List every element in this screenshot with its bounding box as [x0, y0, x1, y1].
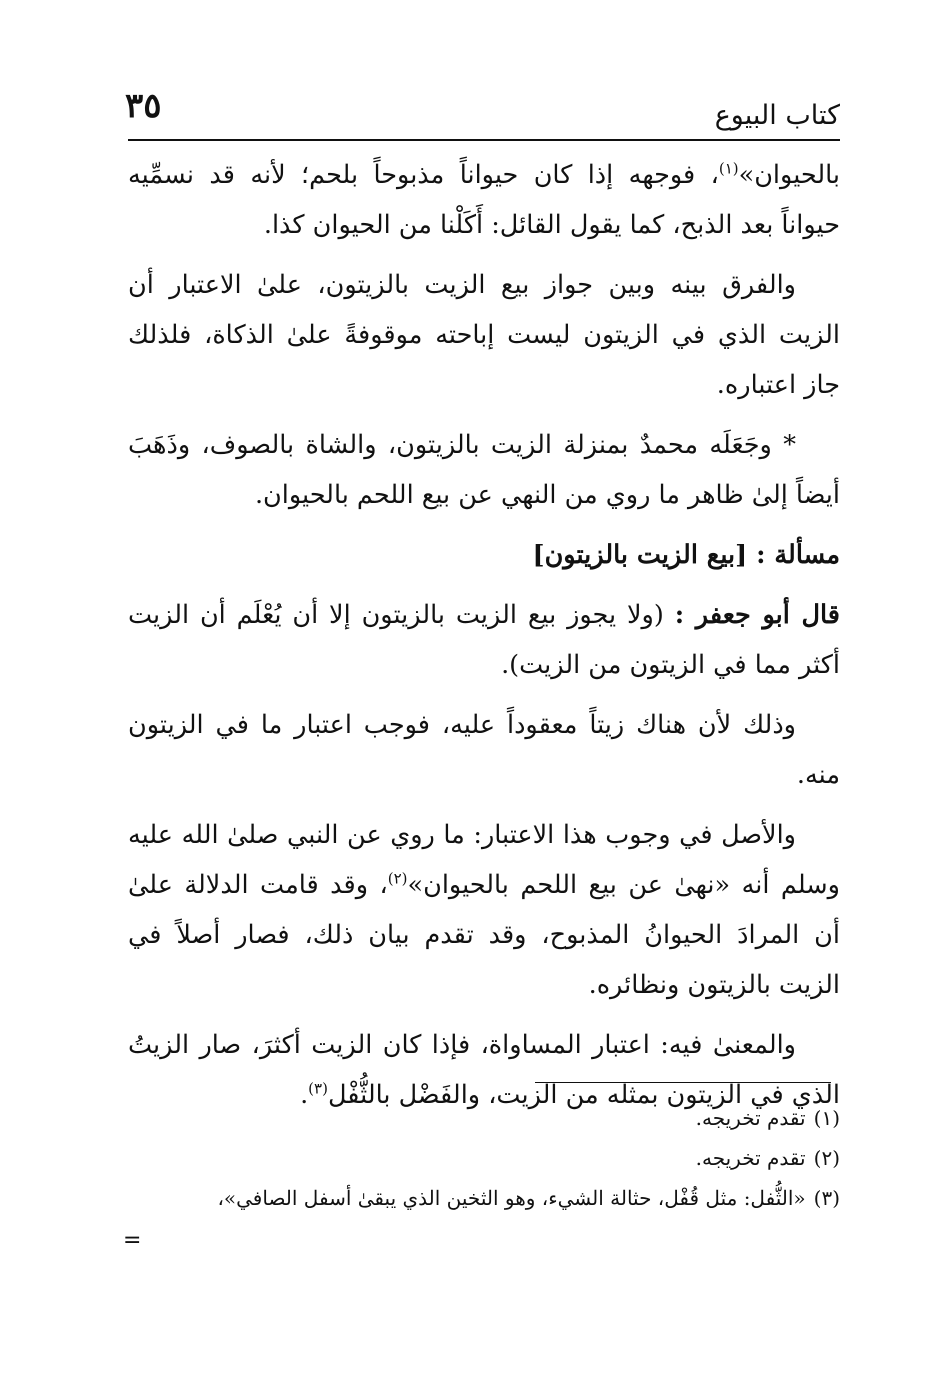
- footnote-text: تقدم تخريجه.: [695, 1106, 806, 1130]
- main-text: [128, 150, 840, 1130]
- section-heading: مسألة : [بيع الزيت بالزيتون]: [532, 540, 840, 570]
- footnote-text: تقدم تخريجه.: [695, 1146, 806, 1170]
- footnote-ref-1: (١): [718, 159, 739, 178]
- footnote-number: (٢): [813, 1146, 840, 1170]
- paragraph-8-start: والمعنىٰ فيه: اعتبار المساواة، فإذا كان الزيت أكثرَ، صار الزيتُ الذي في الزيتون بمثله من الزيت، والفَضْل بالثُّفْل: [128, 1030, 840, 1110]
- paragraph-5: [128, 590, 840, 690]
- paragraph-1-rest: ، فوجهه إذا كان حيواناً مذبوحاً بلحم؛ لأنه قد نسمِّيه حيواناً بعد الذبح، كما يقول القائل: أَكَلْنا من الحيوان كذا.: [128, 160, 840, 240]
- paragraph-5-text: (ولا يجوز بيع الزيت بالزيتون إلا أن يُعْلَم أن الزيت أكثر مما في الزيتون من الزيت).: [128, 600, 840, 680]
- footnote-1: [120, 1098, 840, 1138]
- paragraph-7: [128, 810, 840, 1010]
- footnotes: [120, 1098, 840, 1218]
- running-title: كتاب البيوع: [714, 100, 840, 131]
- continuation-mark: =: [123, 1228, 142, 1253]
- footnote-2: [120, 1138, 840, 1178]
- paragraph-7-rest: ، وقد قامت الدلالة علىٰ أن المرادَ الحيوانُ المذبوح، وقد تقدم بيان ذلك، فصار أصلاً في الزيت بالزيتون ونظائره.: [128, 870, 840, 1000]
- footnote-ref-3: (٣): [308, 1079, 328, 1098]
- paragraph-7-start: والأصل في وجوب هذا الاعتبار: ما روي عن النبي صلىٰ الله عليه وسلم أنه «نهىٰ عن بيع اللحم بالحيوان»: [128, 820, 840, 900]
- paragraph-1-start: بالحيوان»: [738, 160, 840, 190]
- footnote-3: [120, 1178, 840, 1218]
- page-number: ٣٥: [125, 86, 162, 126]
- header-rule: [128, 139, 840, 141]
- footnote-ref-2: (٢): [387, 869, 408, 888]
- footnote-number: (١): [813, 1106, 840, 1130]
- footnote-number: (٣): [813, 1186, 840, 1210]
- speaker-label: قال أبو جعفر :: [674, 600, 840, 630]
- footnote-rule: [535, 1082, 831, 1083]
- paragraph-8-end: .: [300, 1080, 309, 1110]
- paragraph-2: والفرق بينه وبين جواز بيع الزيت بالزيتون، علىٰ الاعتبار أن الزيت الذي في الزيتون ليست إباحته موقوفةً علىٰ الذكاة، فلذلك جاز اعتباره.: [128, 270, 840, 400]
- paragraph-6: وذلك لأن هناك زيتاً معقوداً عليه، فوجب اعتبار ما في الزيتون منه.: [128, 710, 840, 790]
- footnote-text: «الثُّفل: مثل قُفْل، حثالة الشيء، وهو الثخين الذي يبقىٰ أسفل الصافي»،: [217, 1186, 806, 1210]
- paragraph-1: [128, 150, 840, 250]
- paragraph-3: * وجَعَلَه محمدٌ بمنزلة الزيت بالزيتون، والشاة بالصوف، وذَهَبَ أيضاً إلىٰ ظاهر ما روي من النهي عن بيع اللحم بالحيوان.: [128, 430, 840, 510]
